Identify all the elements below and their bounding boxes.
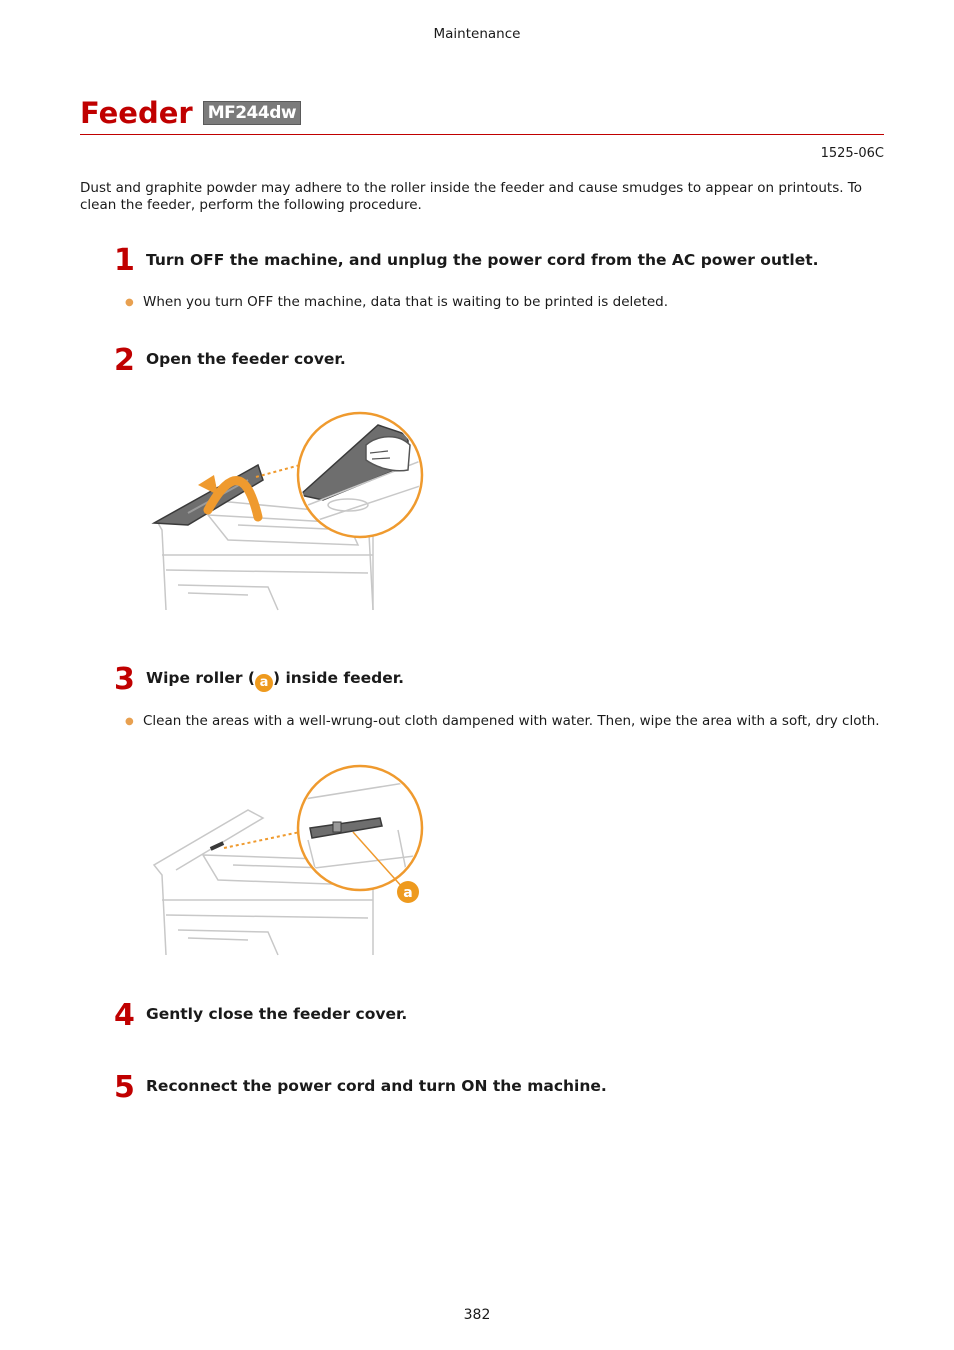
page-number: 382: [463, 1307, 491, 1323]
callout-a-label: a: [403, 885, 413, 901]
step-number: 2: [114, 343, 135, 378]
step-4: [114, 998, 408, 1033]
bullet-icon: ●: [125, 297, 134, 308]
step-3: [114, 662, 405, 697]
wipe-roller-illustration: [148, 760, 428, 960]
step-1-note: [125, 294, 668, 311]
callout-a-icon: a: [255, 674, 273, 692]
step-5: [114, 1070, 607, 1105]
document-id: 1525-06C: [820, 146, 884, 161]
step-3-note: [125, 713, 880, 730]
step-number: 4: [114, 998, 135, 1033]
step-text: Turn OFF the machine, and unplug the power cord from the AC power outlet.: [146, 251, 819, 269]
step-2: [114, 343, 346, 378]
step-text: Open the feeder cover.: [146, 350, 346, 368]
step-1: [114, 243, 819, 278]
bullet-icon: ●: [125, 716, 134, 727]
title-divider: [80, 134, 884, 135]
step-number: 1: [114, 243, 135, 278]
page-title: Feeder: [80, 96, 193, 130]
intro-paragraph: Dust and graphite powder may adhere to the roller inside the feeder and cause smudges to appear on printouts. To clean the feeder, perform the following procedure.: [80, 180, 863, 213]
running-header: Maintenance: [433, 26, 521, 42]
step-text-before: Wipe roller (: [146, 669, 255, 687]
step-number: 3: [114, 662, 135, 697]
step-text: Reconnect the power cord and turn ON the machine.: [146, 1077, 607, 1095]
note-text: Clean the areas with a well-wrung-out cloth dampened with water. Then, wipe the area with a soft, dry cloth.: [143, 713, 880, 729]
step-text-after: ) inside feeder.: [272, 669, 405, 687]
title-row: [80, 95, 301, 131]
note-text: When you turn OFF the machine, data that is waiting to be printed is deleted.: [143, 294, 669, 310]
model-badge: MF244dw: [203, 101, 301, 125]
step-number: 5: [114, 1070, 135, 1105]
step-text: Gently close the feeder cover.: [146, 1005, 408, 1023]
open-feeder-cover-illustration: [148, 405, 428, 615]
step-text: [146, 668, 404, 692]
